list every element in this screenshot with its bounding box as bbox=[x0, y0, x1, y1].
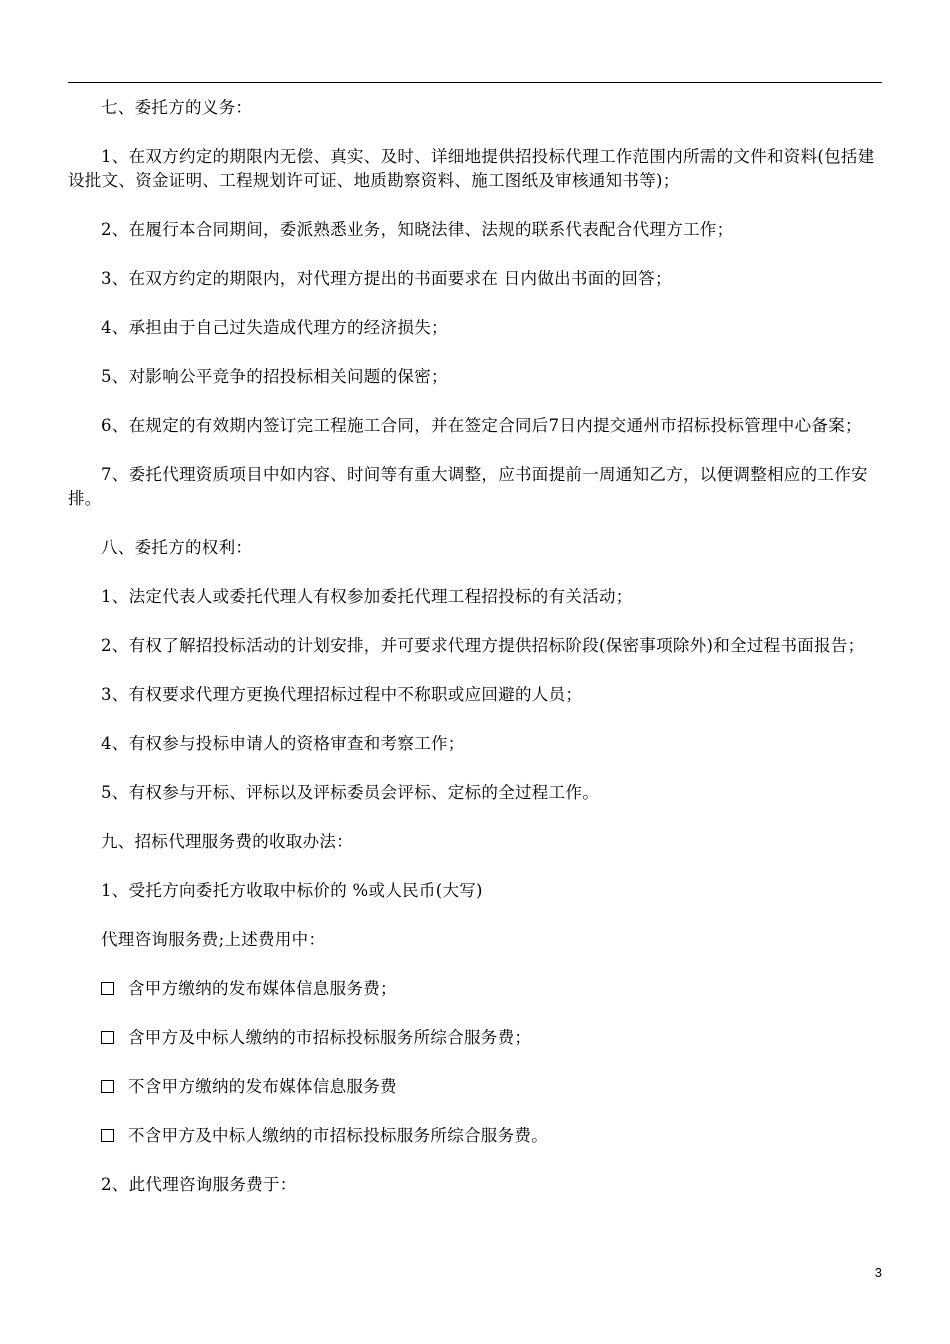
fee-option-3 bbox=[68, 1075, 882, 1099]
fee-option-label: 不含甲方缴纳的发布媒体信息服务费 bbox=[128, 1077, 397, 1096]
rights-item-4: 4、有权参与投标申请人的资格审查和考察工作； bbox=[101, 734, 465, 753]
document-body bbox=[68, 96, 882, 1222]
obligation-item-1: 1、在双方约定的期限内无偿、真实、及时、详细地提供招投标代理工作范围内所需的文件和资料(包括建设批文、资金证明、工程规划许可证、地质勘察资料、施工图纸及审核通知书等)； bbox=[68, 147, 875, 190]
fee-option-label: 含甲方缴纳的发布媒体信息服务费； bbox=[128, 979, 397, 998]
checkbox-icon[interactable] bbox=[101, 982, 114, 995]
checkbox-icon[interactable] bbox=[101, 1080, 114, 1093]
obligation-item-4: 4、承担由于自己过失造成代理方的经济损失； bbox=[101, 318, 448, 337]
page-number: 3 bbox=[874, 1265, 882, 1280]
obligation-item-3: 3、在双方约定的期限内，对代理方提出的书面要求在 日内做出书面的回答； bbox=[101, 269, 672, 288]
fee-option-1 bbox=[68, 977, 882, 1001]
header-rule bbox=[68, 82, 882, 83]
obligation-item-6: 6、在规定的有效期内签订完工程施工合同，并在签定合同后7日内提交通州市招标投标管理中心备案； bbox=[101, 416, 862, 435]
fees-item-continuation: 代理咨询服务费;上述费用中： bbox=[101, 930, 326, 949]
rights-item-1: 1、法定代表人或委托代理人有权参加委托代理工程招投标的有关活动； bbox=[101, 587, 633, 606]
fees-item-2: 2、此代理咨询服务费于： bbox=[101, 1175, 297, 1194]
rights-item-5: 5、有权参与开标、评标以及评标委员会评标、定标的全过程工作。 bbox=[101, 783, 599, 802]
obligation-item-2: 2、在履行本合同期间，委派熟悉业务，知晓法律、法规的联系代表配合代理方工作； bbox=[101, 220, 734, 239]
fee-option-4 bbox=[68, 1124, 882, 1148]
section-heading-rights: 八、委托方的权利： bbox=[101, 538, 253, 557]
checkbox-icon[interactable] bbox=[101, 1031, 114, 1044]
obligation-item-5: 5、对影响公平竞争的招投标相关问题的保密； bbox=[101, 367, 448, 386]
fee-option-2 bbox=[68, 1026, 882, 1050]
obligation-item-7: 7、委托代理资质项目中如内容、时间等有重大调整，应书面提前一周通知乙方，以便调整相应的工作安排。 bbox=[68, 465, 868, 508]
section-heading-fees: 九、招标代理服务费的收取办法： bbox=[101, 832, 353, 851]
checkbox-icon[interactable] bbox=[101, 1129, 114, 1142]
rights-item-2: 2、有权了解招投标活动的计划安排，并可要求代理方提供招标阶段(保密事项除外)和全过程书面报告； bbox=[101, 636, 865, 655]
fees-item-1: 1、受托方向委托方收取中标价的 %或人民币(大写) bbox=[101, 881, 483, 900]
fee-option-label: 不含甲方及中标人缴纳的市招标投标服务所综合服务费。 bbox=[128, 1126, 548, 1145]
fee-option-label: 含甲方及中标人缴纳的市招标投标服务所综合服务费； bbox=[128, 1028, 532, 1047]
rights-item-3: 3、有权要求代理方更换代理招标过程中不称职或应回避的人员； bbox=[101, 685, 583, 704]
section-heading-obligations: 七、委托方的义务： bbox=[101, 98, 253, 117]
